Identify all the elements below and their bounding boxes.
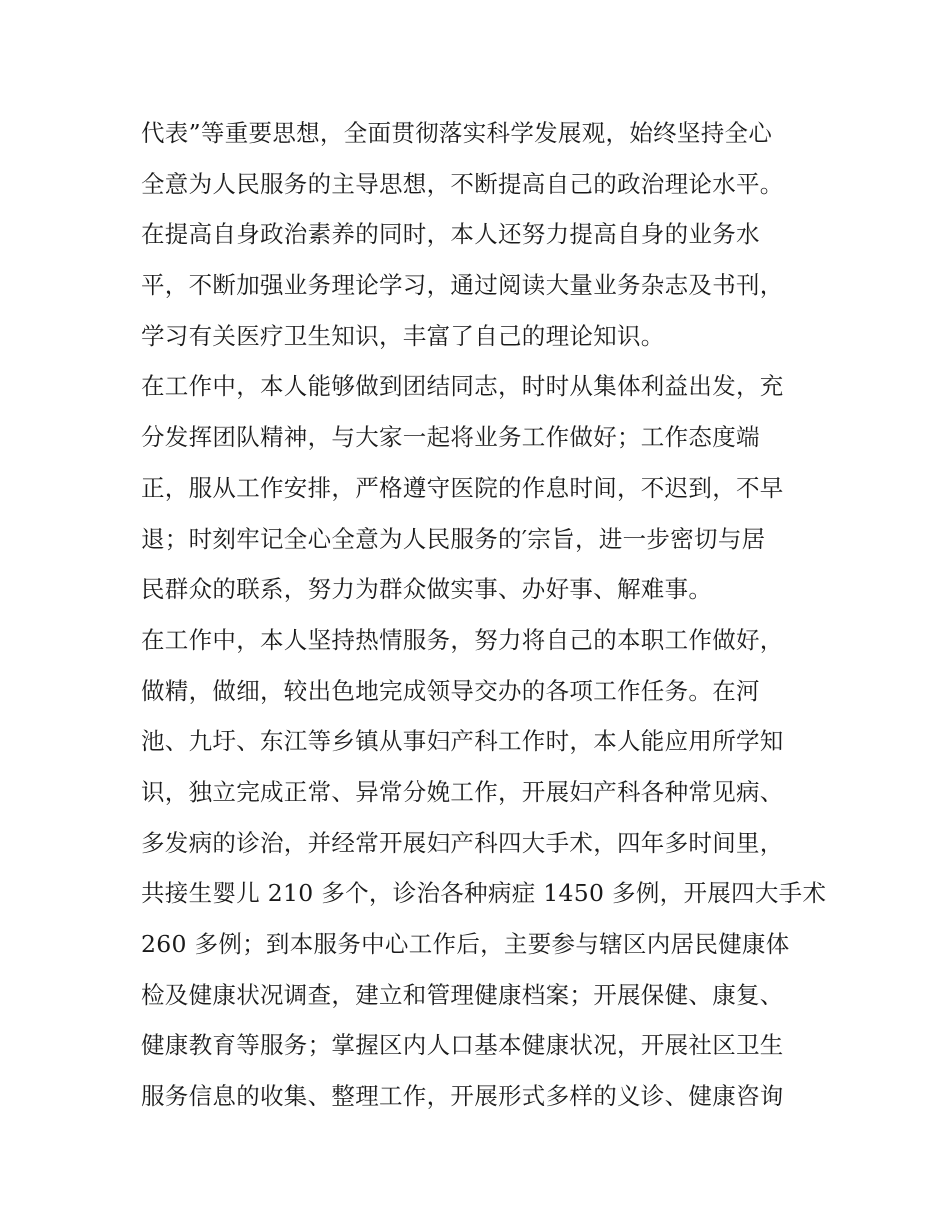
text-line: 在工作中，本人能够做到团结同志，时时从集体利益出发，充	[141, 372, 784, 401]
text-line: 在提高自身政治素养的同时，本人还努力提高自身的业务水	[141, 220, 760, 249]
text-line: 健康教育等服务；掌握区内人口基本健康状况，开展社区卫生	[141, 1031, 784, 1060]
text-line: 退；时刻牢记全心全意为人民服务的′宗旨，进一步密切与居	[141, 524, 766, 553]
text-line: 池、九圩、东江等乡镇从事妇产科工作时，本人能应用所学知	[141, 727, 784, 756]
document-body	[141, 108, 827, 1122]
text-line: 识，独立完成正常、异常分娩工作，开展妇产科各种常见病、	[141, 777, 784, 806]
text-line: 多发病的诊治，并经常开展妇产科四大手术，四年多时间里，	[141, 828, 784, 857]
text-line: 在工作中，本人坚持热情服务，努力将自己的本职工作做好，	[141, 625, 784, 654]
text-line: 检及健康状况调查，建立和管理健康档案；开展保健、康复、	[141, 980, 784, 1009]
text-line: 做精，做细，较出色地完成领导交办的各项工作任务。在河	[141, 676, 760, 705]
text-line: 正，服从工作安排，严格遵守医院的作息时间，不迟到，不早	[141, 473, 784, 502]
text-line: 学习有关医疗卫生知识，丰富了自己的理论知识。	[141, 321, 665, 350]
text-line: 分发挥团队精神，与大家一起将业务工作做好；工作态度端	[141, 423, 760, 452]
text-line: 服务信息的收集、整理工作，开展形式多样的义诊、健康咨询	[141, 1082, 784, 1111]
text-line: 全意为人民服务的主导思想，不断提高自己的政治理论水平。	[141, 169, 784, 198]
text-line: 民群众的联系，努力为群众做实事、办好事、解难事。	[141, 575, 713, 604]
text-line: 共接生婴儿 210 多个，诊治各种病症 1450 多例，开展四大手术	[141, 879, 827, 908]
text-line: 平，不断加强业务理论学习，通过阅读大量业务杂志及书刊，	[141, 271, 784, 300]
text-line: 代表”等重要思想，全面贯彻落实科学发展观，始终坚持全心	[141, 119, 773, 147]
text-line: 260 多例；到本服务中心工作后，主要参与辖区内居民健康体	[141, 930, 790, 958]
